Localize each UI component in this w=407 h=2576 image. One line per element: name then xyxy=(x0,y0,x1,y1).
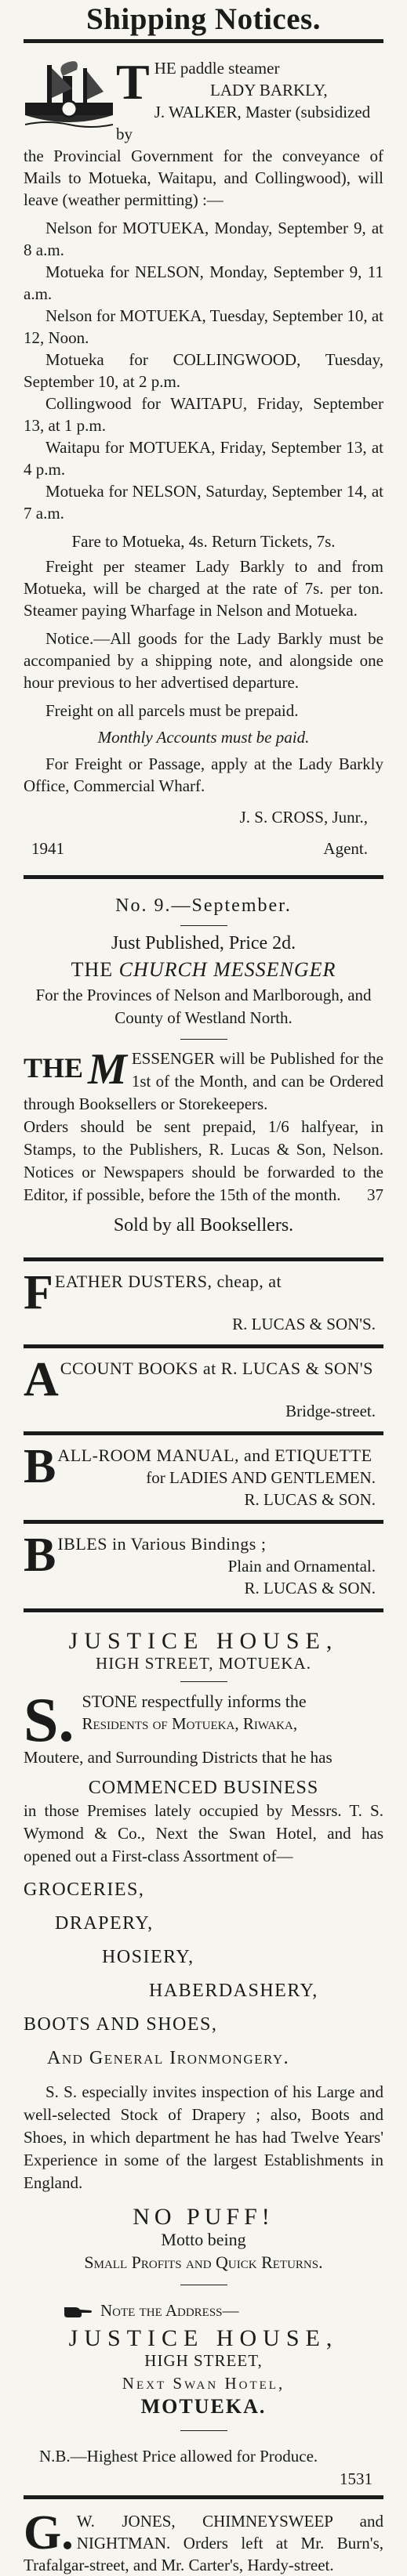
fares: Fare to Motueka, 4s. Return Tickets, 7s. xyxy=(71,532,336,551)
note-row xyxy=(24,2299,383,2322)
drop-cap: F xyxy=(24,1266,53,1319)
parcels-notice: Freight on all parcels must be prepaid. xyxy=(45,701,299,720)
goods-category: BOOTS AND SHOES, xyxy=(24,2014,218,2035)
ad-line-1: EATHER DUSTERS, cheap, at xyxy=(54,1272,282,1291)
ad-line-1: IBLES in Various Bindings ; xyxy=(57,1534,267,1554)
steamer-icon xyxy=(25,57,114,129)
title-name: CHURCH MESSENGER xyxy=(118,958,336,981)
passage-info: For Freight or Passage, apply at the Lady Barkly Office, Commercial Wharf. xyxy=(24,754,383,795)
schedule-item: Motueka for COLLINGWOOD, Tuesday, September 10, at 2 p.m. xyxy=(24,350,383,391)
signature: J. S. CROSS, Junr., xyxy=(239,808,368,827)
small-ad xyxy=(24,1261,383,1344)
ship-name: LADY BARKLY, xyxy=(210,81,328,99)
drop-cap: S. xyxy=(24,1686,74,1755)
ad-line-2: R. LUCAS & SON. xyxy=(244,1490,376,1509)
ref-number: 1531 xyxy=(340,2469,372,2488)
drop-cap: B xyxy=(24,1440,56,1493)
schedule-item: Collingwood for WAITAPU, Friday, September 13, at 1 p.m. xyxy=(24,394,383,435)
shop-name: JUSTICE HOUSE, xyxy=(68,1628,339,1654)
small-ad xyxy=(24,1524,383,1608)
schedule-item: Motueka for NELSON, Monday, September 9, 11 a.m. xyxy=(24,262,383,303)
church-messenger-ad xyxy=(24,879,383,1257)
monthly-accounts: Monthly Accounts must be paid. xyxy=(97,728,310,747)
body-rest: Orders should be sent prepaid, 1/6 halfyear, in Stamps, to the Publishers, R. Lucas & Son, Nelson. Notices or Newspapers should be forwarded to the Editor, if possible, before the 15th of the month. xyxy=(24,1117,383,1204)
drop-cap: THE xyxy=(24,1052,84,1084)
address-shop-name: JUSTICE HOUSE, xyxy=(68,2325,339,2351)
shipping-intro xyxy=(24,54,383,145)
goods-category: HABERDASHERY, xyxy=(149,1981,318,2001)
no-puff-heading: NO PUFF! xyxy=(133,2204,274,2230)
provinces: For the Provinces of Nelson and Marlborough, and County of Westland North. xyxy=(35,986,372,1027)
schedule-item: Waitapu for MOTUEKA, Friday, September 13, at 4 p.m. xyxy=(24,438,383,479)
shop-address: HIGH STREET, MOTUEKA. xyxy=(96,1654,311,1673)
ref-number: 37 xyxy=(367,1185,383,1204)
sold-by: Sold by all Booksellers. xyxy=(113,1215,294,1236)
master-line: J. WALKER, Master (subsidized by xyxy=(116,103,371,143)
address-line-1: HIGH STREET, xyxy=(144,2351,263,2370)
motto-label: Motto being xyxy=(161,2230,246,2249)
ad-line-1b: Plain and Ornamental. xyxy=(227,1557,376,1576)
divider xyxy=(180,1681,227,1682)
shipping-notice xyxy=(24,43,383,875)
small-ads xyxy=(24,1261,383,1612)
note-address: Note the Address— xyxy=(100,2301,239,2320)
intro-body: the Provincial Government for the conveyance of Mails to Motueka, Waitapu, and Collingwood), will leave (weather permitting) :— xyxy=(24,147,383,209)
title-prefix: THE xyxy=(71,958,119,981)
goods-categories xyxy=(24,1879,383,2070)
small-ad xyxy=(24,1435,383,1520)
freight-rate: Freight per steamer Lady Barkly to and from Motueka, will be charged at the rate of 7s. per ton. Steamer paying Wharfage in Nelson and Motueka. xyxy=(24,557,383,620)
motto: Small Profits and Quick Returns. xyxy=(84,2252,323,2272)
goods-category: HOSIERY, xyxy=(102,1947,194,1967)
drop-cap: G. xyxy=(24,2506,74,2560)
drop-cap: B xyxy=(24,1529,56,1582)
issue-number: No. 9.—September. xyxy=(115,895,292,916)
ad-line-2: R. LUCAS & SON. xyxy=(244,1579,376,1597)
signature-row xyxy=(24,838,383,859)
goods-category: And General Ironmongery. xyxy=(47,2048,290,2068)
ad-line-2: R. LUCAS & SON'S. xyxy=(232,1315,376,1333)
schedule-item: Nelson for MOTUEKA, Tuesday, September 10, at 12, Noon. xyxy=(24,306,383,347)
commenced-business: COMMENCED BUSINESS xyxy=(88,1778,319,1798)
price: Just Published, Price 2d. xyxy=(111,933,296,953)
section-title: Shipping Notices. xyxy=(86,2,321,36)
small-ad xyxy=(24,1348,383,1431)
ad-line-1b: for LADIES AND GENTLEMEN. xyxy=(146,1468,376,1487)
drop-cap: T xyxy=(116,54,150,110)
publication-title xyxy=(24,958,383,981)
intro-line-3: Moutere, and Surrounding Districts that he has xyxy=(24,1748,333,1767)
ad-line-2: Bridge-street. xyxy=(285,1402,376,1420)
goods-category: DRAPERY, xyxy=(55,1913,154,1934)
intro-line-2: Residents of Motueka, Riwaka, xyxy=(82,1714,298,1733)
intro-line-1: STONE respectfully informs the xyxy=(82,1691,307,1711)
pointing-hand-icon xyxy=(63,2303,93,2320)
divider xyxy=(180,2430,227,2431)
jones-body: W. JONES, CHIMNEYSWEEP and NIGHTMAN. Orders left at Mr. Burn's, Trafalgar-street, and Mr. Carter's, Hardy-street. xyxy=(24,2512,383,2574)
jones-ad xyxy=(24,2499,383,2576)
inspection-invite: S. S. especially invites inspection of his Large and well-selected Stock of Drapery ; also, Boots and Shoes, in which department he has had Twelve Years' Experience in some of the largest Establishments in England. xyxy=(24,2082,383,2192)
premises-info: in those Premises lately occupied by Messrs. T. S. Wymond & Co., Next the Swan Hotel, and has opened out a First-class Assortment of— xyxy=(24,1801,383,1865)
produce-note: N.B.—Highest Price allowed for Produce. xyxy=(39,2447,318,2466)
goods-category: GROCERIES, xyxy=(24,1880,145,1900)
address-town: MOTUEKA. xyxy=(140,2395,267,2418)
church-body xyxy=(24,1047,383,1116)
address-line-2: Next Swan Hotel, xyxy=(122,2374,285,2393)
schedule-item: Nelson for MOTUEKA, Monday, September 9, at 8 a.m. xyxy=(24,219,383,259)
ad-line-1: ALL-ROOM MANUAL, and ETIQUETTE xyxy=(57,1445,372,1465)
divider xyxy=(180,1039,227,1040)
justice-house-ad xyxy=(24,1612,383,2491)
schedule-item: Motueka for NELSON, Saturday, September 14, at 7 a.m. xyxy=(24,482,383,523)
intro-text: HE paddle steamer xyxy=(154,59,280,78)
intro-block xyxy=(24,1686,383,1769)
ref-number: 1941 xyxy=(31,839,64,858)
drop-cap: A xyxy=(24,1353,59,1406)
body-first: ESSENGER will be Published for the 1st of the Month, and can be Ordered through Booksellers or Storekeepers. xyxy=(24,1049,383,1113)
schedule-list xyxy=(24,217,383,524)
goods-notice: Notice.—All goods for the Lady Barkly must be accompanied by a shipping note, and alongside one hour previous to her advertised departure. xyxy=(24,629,383,692)
agent-label: Agent. xyxy=(323,839,368,858)
drop-cap-italic: M xyxy=(88,1045,127,1094)
ad-line-1: CCOUNT BOOKS at R. LUCAS & SON'S xyxy=(60,1359,373,1378)
divider xyxy=(180,925,227,926)
